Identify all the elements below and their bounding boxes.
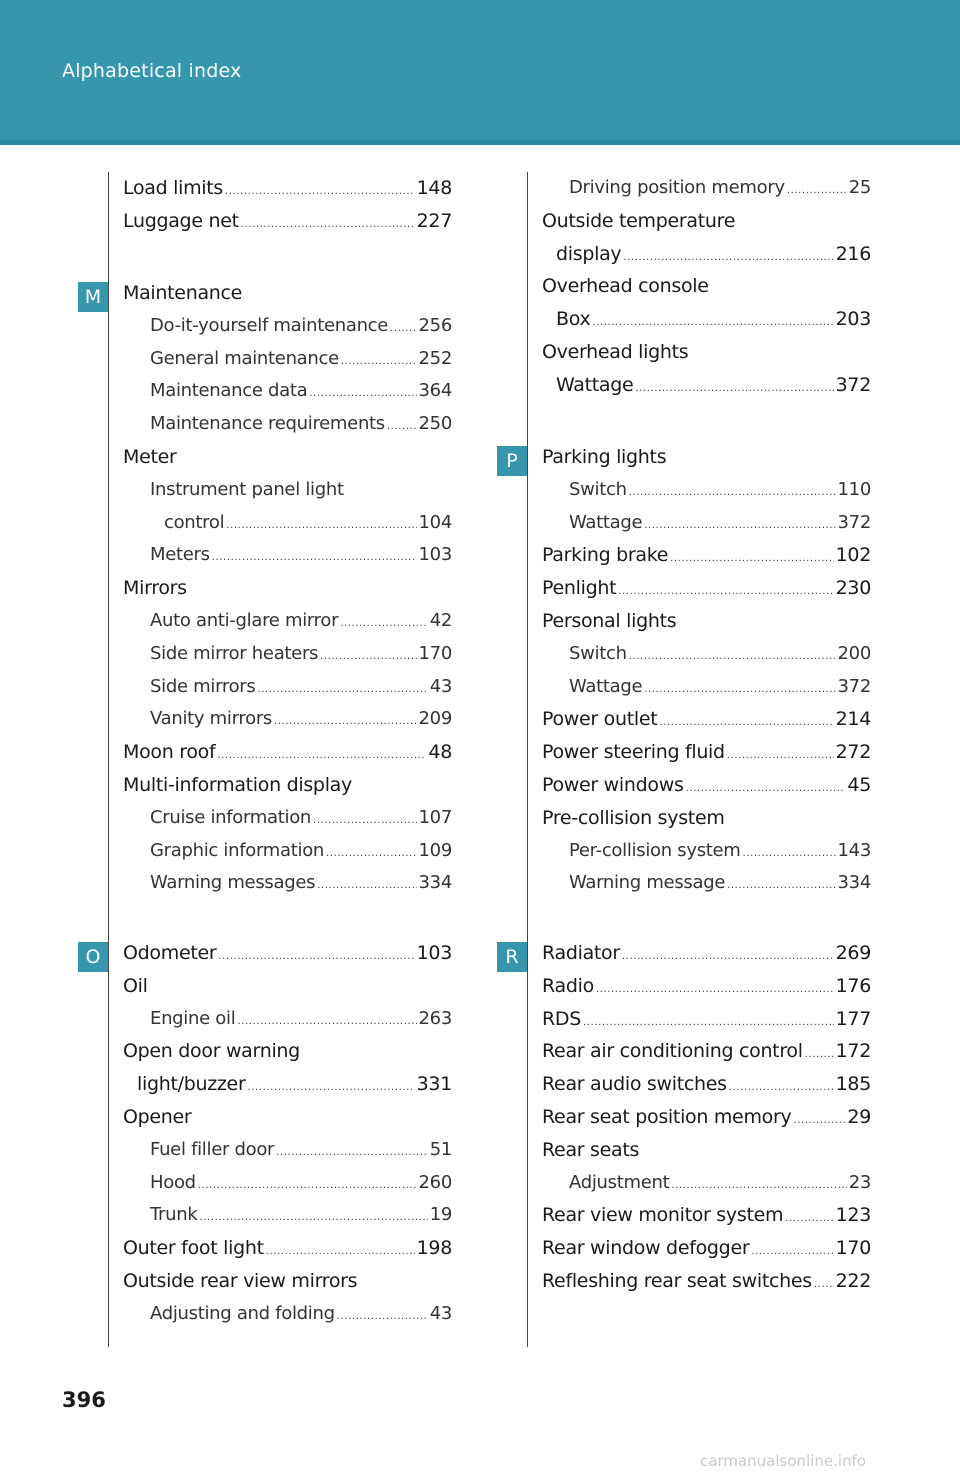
index-subentry: Adjustment ..... 23: [542, 1172, 871, 1205]
index-subentry: Wattage ..... 372: [542, 512, 871, 545]
index-column-right: [542, 177, 871, 407]
index-entry: Wattage ..... 372: [542, 374, 871, 407]
index-subentry: Adjusting and folding ..... 43: [123, 1303, 452, 1336]
index-group-o: [123, 942, 452, 1336]
page-number: 396: [62, 1388, 106, 1412]
index-entry: Rear air conditioning control ..... 172: [542, 1040, 871, 1073]
left-column-rule: [108, 172, 109, 1347]
index-entry: Outside rear view mirrors: [123, 1269, 358, 1292]
index-entry: Radiator ..... 269: [542, 942, 871, 975]
index-entry: Pre-collision system: [542, 806, 725, 829]
index-subentry: Auto anti-glare mirror ..... 42: [123, 610, 452, 643]
index-subentry: Driving position memory ..... 25: [542, 177, 871, 210]
index-subentry: Trunk ..... 19: [123, 1204, 452, 1237]
index-entry: Oil: [123, 974, 148, 997]
index-entry: Power steering fluid ..... 272: [542, 741, 871, 774]
index-subentry: Fuel filler door ..... 51: [123, 1139, 452, 1172]
index-entry: Outside temperature: [542, 209, 736, 232]
header-rule: [0, 140, 960, 145]
index-entry: Parking brake ..... 102: [542, 544, 871, 577]
index-group-p: [542, 446, 871, 905]
index-subentry: Graphic information ..... 109: [123, 840, 452, 873]
index-entry: Refleshing rear seat switches ..... 222: [542, 1270, 871, 1303]
index-subentry: Maintenance data ..... 364: [123, 380, 452, 413]
index-entry: Mirrors: [123, 577, 187, 600]
index-subentry: General maintenance ..... 252: [123, 348, 452, 381]
index-entry: Maintenance: [123, 282, 243, 304]
index-entry: Luggage net ..... 227: [123, 210, 452, 243]
index-entry: Odometer ..... 103: [123, 942, 452, 975]
index-entry: Rear view monitor system ..... 123: [542, 1204, 871, 1237]
letter-tab-o: O: [78, 942, 108, 972]
section-title: Alphabetical index: [62, 60, 242, 82]
index-subentry: Warning message ..... 334: [542, 872, 871, 905]
index-subentry: Wattage ..... 372: [542, 676, 871, 709]
index-entry: Penlight ..... 230: [542, 577, 871, 610]
index-column-left: [123, 177, 452, 243]
index-subentry: Warning messages ..... 334: [123, 872, 452, 905]
index-subentry: Engine oil ..... 263: [123, 1008, 452, 1041]
watermark: carmanualsonline.info: [700, 1452, 866, 1470]
index-entry: display ..... 216: [542, 243, 871, 276]
index-entry: Personal lights: [542, 609, 677, 632]
index-entry: Opener: [123, 1105, 192, 1128]
index-entry: Box ..... 203: [542, 308, 871, 341]
index-subentry: Maintenance requirements ..... 250: [123, 413, 452, 446]
index-entry: Overhead lights: [542, 340, 689, 363]
right-column-rule: [527, 172, 528, 1347]
index-entry: Load limits ..... 148: [123, 177, 452, 210]
index-entry: Outer foot light ..... 198: [123, 1237, 452, 1270]
index-entry: light/buzzer ..... 331: [123, 1073, 452, 1106]
index-entry: RDS ..... 177: [542, 1008, 871, 1041]
index-entry: Radio ..... 176: [542, 975, 871, 1008]
page-header: [0, 0, 960, 145]
letter-tab-r: R: [497, 942, 527, 972]
index-subentry: Vanity mirrors ..... 209: [123, 708, 452, 741]
index-entry: Rear window defogger ..... 170: [542, 1237, 871, 1270]
index-entry: Moon roof ..... 48: [123, 741, 452, 774]
index-group-m: [123, 282, 452, 905]
index-entry: Power windows ..... 45: [542, 774, 871, 807]
index-entry: Multi-information display: [123, 773, 352, 796]
index-entry: Rear seats: [542, 1138, 640, 1161]
index-subentry: control ..... 104: [123, 512, 452, 545]
index-entry: Overhead console: [542, 275, 709, 298]
index-subentry: Cruise information ..... 107: [123, 807, 452, 840]
index-entry: Power outlet ..... 214: [542, 708, 871, 741]
index-subentry: Side mirror heaters ..... 170: [123, 643, 452, 676]
letter-tab-m: M: [78, 282, 108, 312]
index-entry: Rear audio switches ..... 185: [542, 1073, 871, 1106]
index-entry: Meter: [123, 445, 177, 468]
index-subentry: Hood ..... 260: [123, 1172, 452, 1205]
index-subentry: Instrument panel light: [150, 478, 344, 500]
index-subentry: Meters ..... 103: [123, 544, 452, 577]
index-subentry: Switch ..... 110: [542, 479, 871, 512]
index-subentry: Do-it-yourself maintenance ..... 256: [123, 315, 452, 348]
letter-tab-p: P: [497, 446, 527, 476]
index-subentry: Side mirrors ..... 43: [123, 676, 452, 709]
index-entry: Parking lights: [542, 446, 667, 468]
index-group-r: [542, 942, 871, 1303]
index-subentry: Switch ..... 200: [542, 643, 871, 676]
index-subentry: Per-collision system ..... 143: [542, 840, 871, 873]
index-entry: Rear seat position memory ..... 29: [542, 1106, 871, 1139]
index-entry: Open door warning: [123, 1040, 300, 1063]
